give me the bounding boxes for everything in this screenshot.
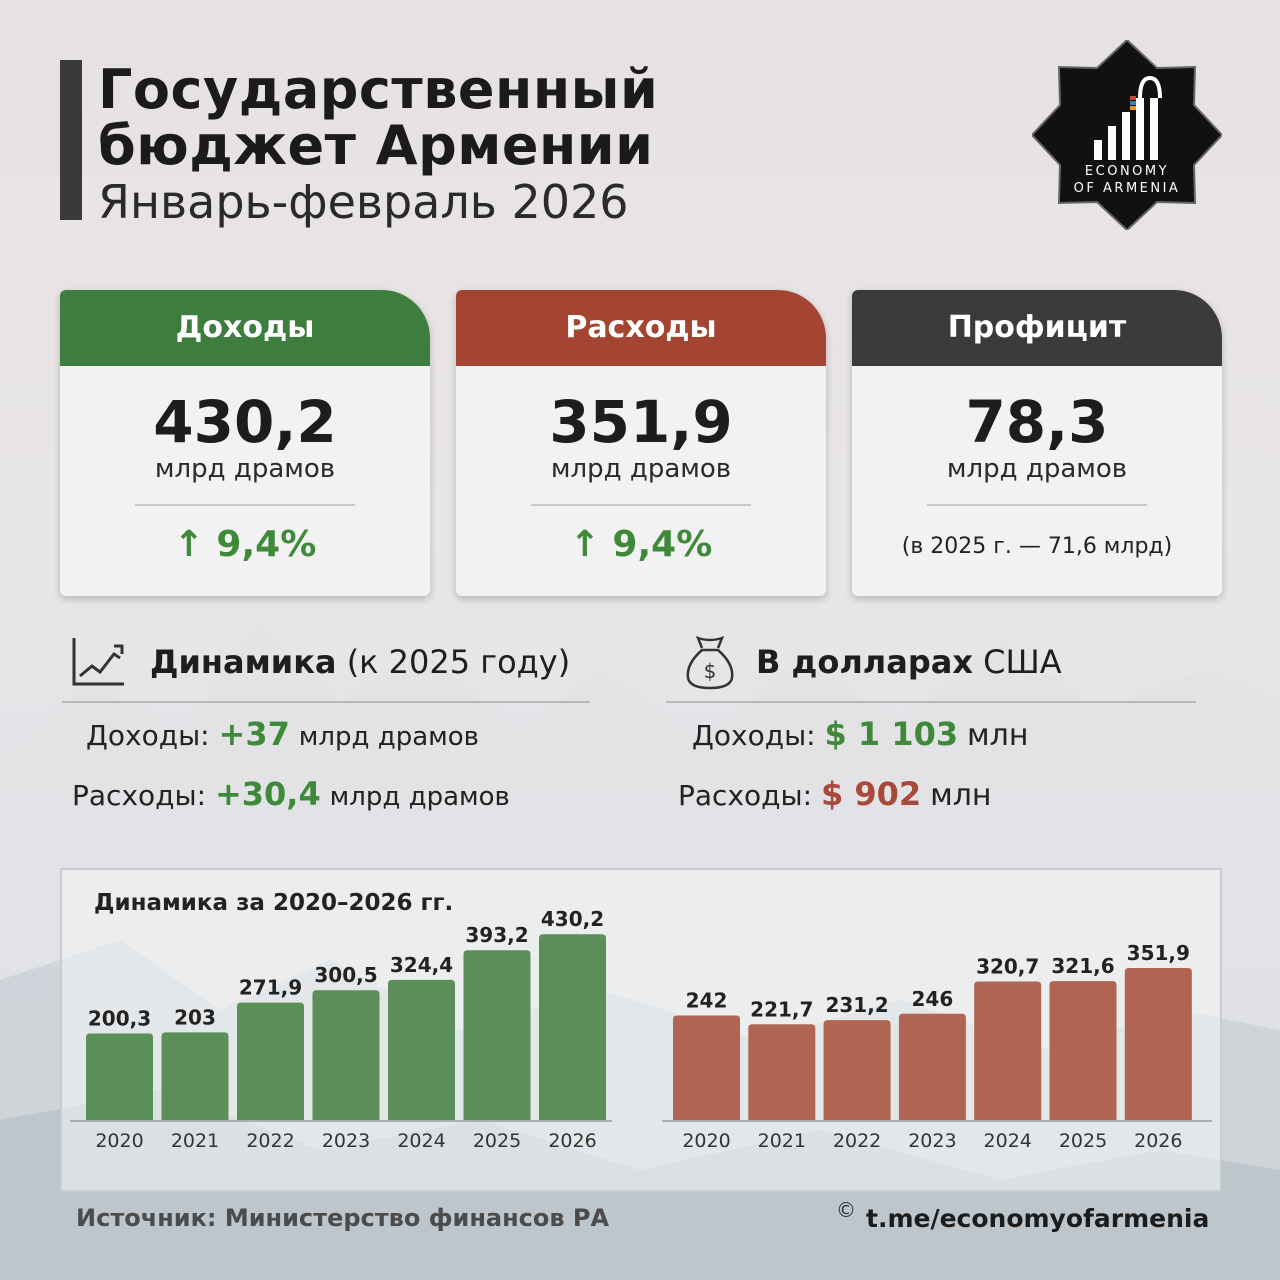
page-title-line2: бюджет Армении xyxy=(98,114,654,177)
revenue-unit: млрд драмов xyxy=(154,454,336,484)
bar xyxy=(1125,968,1192,1120)
svg-text:$: $ xyxy=(703,659,717,683)
data-label: 231,2 xyxy=(825,993,889,1018)
card-divider xyxy=(927,504,1147,506)
x-tick-label: 2023 xyxy=(321,1130,371,1152)
expenses-change: ↑ 9,4% xyxy=(569,524,713,565)
card-divider xyxy=(135,504,355,506)
bar xyxy=(1050,981,1117,1120)
x-tick-label: 2026 xyxy=(548,1130,597,1152)
usd-heading-rest: США xyxy=(972,643,1062,681)
x-tick-label: 2024 xyxy=(983,1130,1032,1152)
expenses-card xyxy=(456,290,826,596)
bar xyxy=(162,1032,229,1120)
dynamics-revenue-row xyxy=(86,716,479,755)
source-text: Источник: Министерство финансов РА xyxy=(76,1204,610,1232)
data-label: 321,6 xyxy=(1051,954,1115,979)
dynamics-heading-rest: (к 2025 году) xyxy=(336,643,571,681)
data-label: 300,5 xyxy=(314,963,378,988)
data-label: 203 xyxy=(174,1005,216,1030)
section-divider xyxy=(62,701,590,703)
data-label: 430,2 xyxy=(540,907,605,932)
x-tick-label: 2020 xyxy=(682,1130,731,1152)
telegram-link[interactable]: t.me/economyofarmenia xyxy=(866,1204,1210,1233)
dynamics-expenses-value: +30,4 xyxy=(214,775,321,813)
surplus-card xyxy=(852,290,1222,596)
card-divider xyxy=(531,504,751,506)
logo-text-line1: ECONOMY xyxy=(1084,164,1170,179)
bar xyxy=(539,934,606,1120)
expenses-card-title: Расходы xyxy=(456,290,826,366)
bar xyxy=(899,1014,966,1120)
x-tick-label: 2025 xyxy=(1058,1130,1108,1152)
data-label: 200,3 xyxy=(87,1006,152,1031)
logo-star-icon xyxy=(1032,40,1222,230)
dynamics-heading-bold: Динамика xyxy=(150,643,337,681)
surplus-value: 78,3 xyxy=(965,388,1109,456)
chart-title: Динамика за 2020–2026 гг. xyxy=(94,890,454,916)
page-title-line1: Государственный xyxy=(98,58,659,121)
expenses-value: 351,9 xyxy=(549,388,733,456)
money-bag-icon xyxy=(684,634,736,690)
usd-revenue-label: Доходы: xyxy=(692,719,816,752)
data-label: 393,2 xyxy=(465,923,529,948)
x-tick-label: 2021 xyxy=(757,1130,806,1152)
usd-expenses-value: $ 902 xyxy=(820,775,922,813)
revenue-card xyxy=(60,290,430,596)
bar xyxy=(974,982,1041,1120)
data-label: 351,9 xyxy=(1126,941,1190,966)
x-tick-label: 2022 xyxy=(246,1130,295,1152)
line-chart-icon xyxy=(70,636,126,688)
bar xyxy=(673,1016,740,1121)
expenses-unit: млрд драмов xyxy=(550,454,732,484)
data-label: 242 xyxy=(685,988,728,1013)
bar xyxy=(464,950,531,1120)
bar xyxy=(748,1024,815,1120)
data-label: 324,4 xyxy=(389,952,454,977)
economy-of-armenia-logo xyxy=(1032,40,1222,230)
data-label: 271,9 xyxy=(238,975,303,1000)
data-label: 221,7 xyxy=(750,997,814,1022)
x-tick-label: 2023 xyxy=(908,1130,957,1152)
usd-revenue-unit: млн xyxy=(967,718,1029,753)
dynamics-expenses-label: Расходы: xyxy=(72,779,207,812)
revenue-card-title: Доходы xyxy=(60,290,430,366)
x-tick-label: 2024 xyxy=(397,1130,446,1152)
usd-expenses-label: Расходы: xyxy=(678,779,813,812)
bar xyxy=(86,1034,153,1120)
x-tick-label: 2026 xyxy=(1134,1130,1183,1152)
x-tick-label: 2022 xyxy=(832,1130,882,1152)
x-tick-label: 2021 xyxy=(170,1130,220,1152)
page-subtitle: Январь-февраль 2026 xyxy=(98,175,629,229)
usd-revenue-row xyxy=(692,716,1028,754)
logo-text-line2: OF ARMENIA xyxy=(1073,181,1181,196)
surplus-unit: млрд драмов xyxy=(946,454,1128,484)
revenue-change: ↑ 9,4% xyxy=(173,524,317,565)
data-label: 246 xyxy=(911,986,954,1011)
x-tick-label: 2025 xyxy=(472,1130,522,1152)
x-tick-label: 2020 xyxy=(95,1130,144,1152)
dynamics-heading xyxy=(150,642,570,682)
section-divider xyxy=(666,701,1196,703)
usd-expenses-unit: млн xyxy=(930,778,992,813)
dynamics-expenses-unit: млрд драмов xyxy=(329,782,510,812)
dynamics-expenses-row xyxy=(72,776,510,815)
bar xyxy=(313,990,380,1120)
usd-revenue-value: $ 1 103 xyxy=(824,715,959,753)
title-accent-bar xyxy=(60,60,82,220)
data-label: 320,7 xyxy=(976,954,1040,979)
bar-chart xyxy=(62,870,1218,1188)
usd-heading xyxy=(756,642,1062,682)
dynamics-revenue-unit: млрд драмов xyxy=(298,722,480,752)
bar xyxy=(824,1020,891,1120)
copyright-icon: © xyxy=(836,1198,856,1222)
dynamics-revenue-value: +37 xyxy=(218,715,290,753)
revenue-value: 430,2 xyxy=(153,388,337,456)
bar xyxy=(237,1003,304,1120)
surplus-note: (в 2025 г. — 71,6 млрд) xyxy=(901,534,1173,559)
bar xyxy=(388,980,455,1120)
usd-expenses-row xyxy=(678,776,991,814)
dynamics-revenue-label: Доходы: xyxy=(86,719,210,752)
surplus-card-title: Профицит xyxy=(852,290,1222,366)
usd-heading-bold: В долларах xyxy=(756,643,973,681)
